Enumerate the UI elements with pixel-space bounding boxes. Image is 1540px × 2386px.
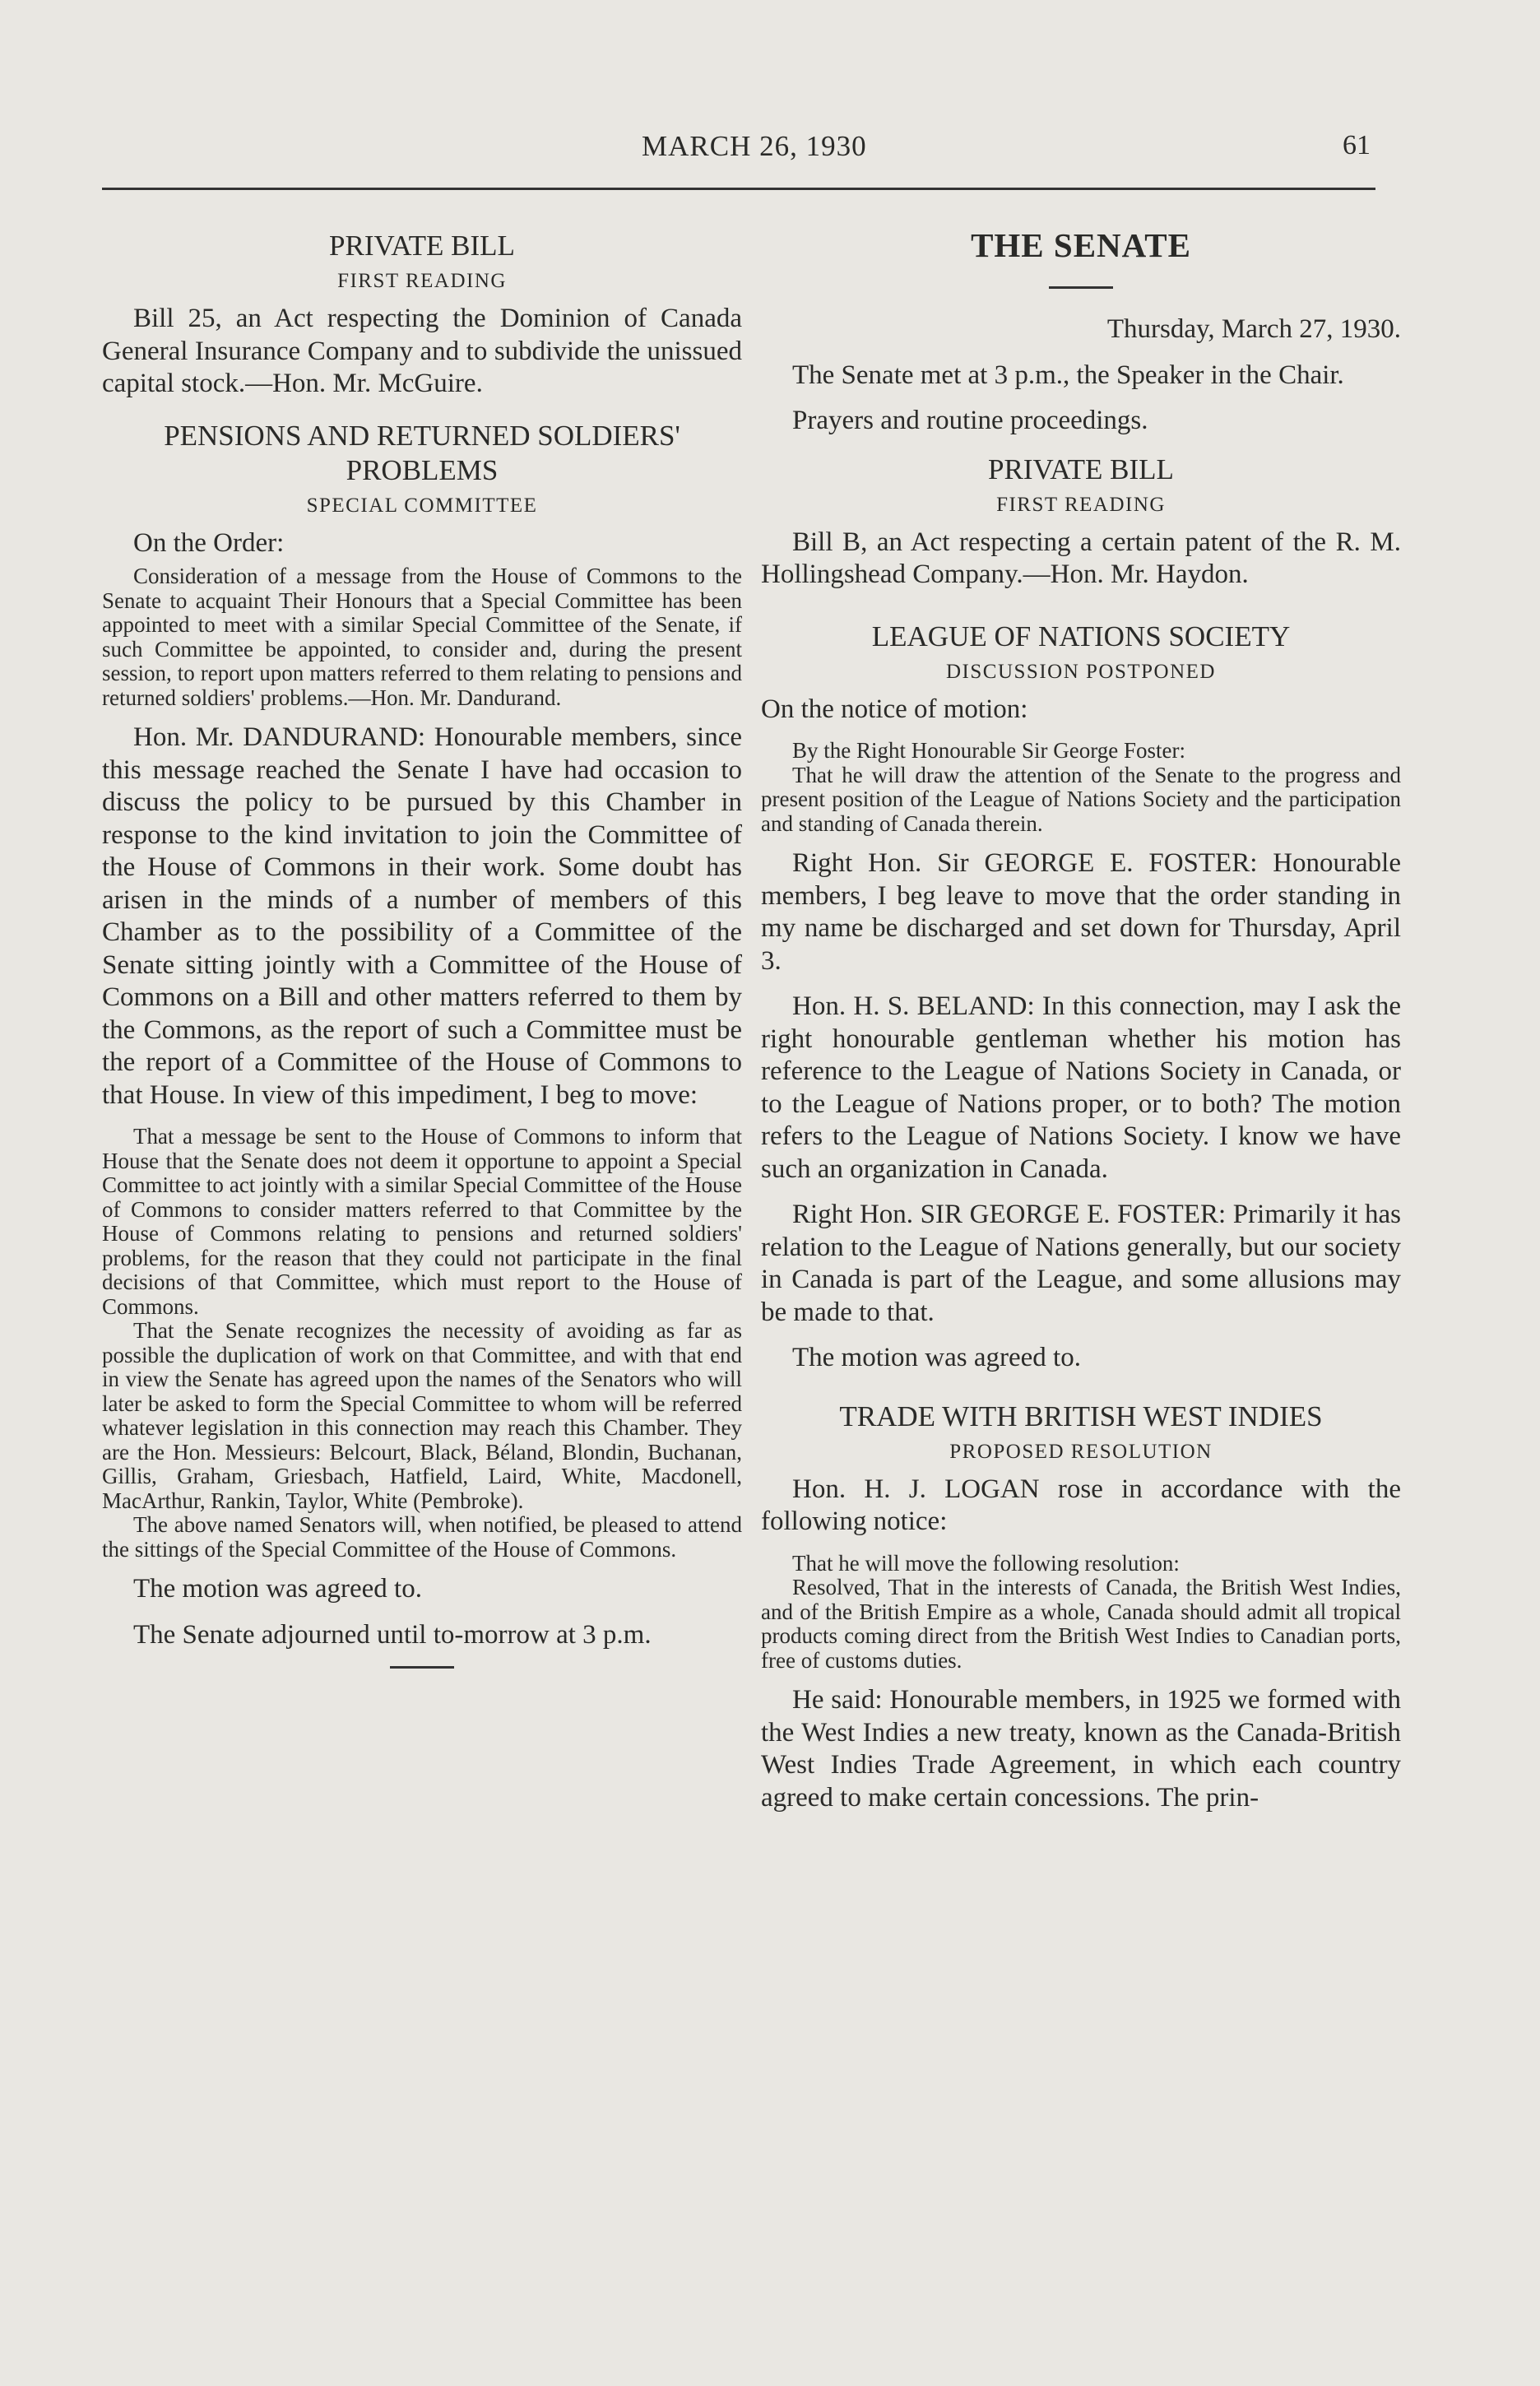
dandurand-speech: Hon. Mr. DANDURAND: Honourable members, since this message reached the Senate I have had occasion to discuss the policy to be pursued by this Chamber in response to the kind invitation to join the Committee of the House of Commons in their work. Some doubt has arisen in the minds of a number of members of this Chamber as to the possibility of a Committee of the Senate sitting jointly with a Committee of the House of Commons on a Bill and other matters referred to them by the Commons, as the report of such a Committee must be the report of a Committee of the House of Commons to that House. In view of this impediment, I beg to move:: [102, 722, 742, 1110]
left-column: [102, 220, 742, 1693]
logan-notice: That he will move the following resolution:: [792, 1550, 1180, 1576]
page-number: 61: [1343, 130, 1371, 160]
motion-agreed: The motion was agreed to.: [133, 1574, 422, 1604]
bill-25-paragraph: Bill 25, an Act respecting the Dominion of Canada General Insurance Company and to subdivide the unissued capital stock.—Hon. Mr. McGuire.: [102, 304, 742, 398]
section-subtitle-discussion-postponed: DISCUSSION POSTPONED: [946, 660, 1216, 683]
header-rule: [102, 188, 1375, 190]
motion-paragraph-2: That the Senate recognizes the necessity of avoiding as far as possible the duplication of work on that Committee, and with that end in view the Senate has agreed upon the names of the Senators who will later be asked to form the Special Committee to whom will be referred whatever legislation in this connection may reach this Chamber. They are the Hon. Messieurs: Belcourt, Black, Béland, Blondin, Buchanan, Gillis, Graham, Griesbach, Hatfield, Laird, White, Macdonell, MacArthur, Rankin, Taylor, White (Pembroke).: [102, 1318, 742, 1513]
bill-b-paragraph: Bill B, an Act respecting a certain patent of the R. M. Hollingshead Company.—Hon. Mr. Haydon.: [761, 527, 1401, 589]
beland-speech: Hon. H. S. BELAND: In this connection, may I ask the right honourable gentleman whether his motion has reference to the League of Nations Society in Canada, or to the League of Nations proper, or to both? The motion refers to the League of Nations Society. I know we have such an organization in Canada.: [761, 991, 1401, 1184]
section-title-trade: TRADE WITH BRITISH WEST INDIES: [839, 1400, 1323, 1432]
sitting-date: Thursday, March 27, 1930.: [1106, 314, 1401, 344]
motion-agreed-2: The motion was agreed to.: [792, 1343, 1081, 1372]
on-the-order: On the Order:: [133, 527, 285, 558]
running-head: MARCH 26, 1930: [642, 130, 867, 162]
senate-met: The Senate met at 3 p.m., the Speaker in the Chair.: [792, 360, 1344, 390]
foster-notice-text: That he will draw the attention of the Senate to the progress and present position of the League of Nations Society and the participation and standing of Canada therein.: [761, 762, 1401, 836]
resolution-text: Resolved, That in the interests of Canada, the British West Indies, and of the British Empire as a whole, Canada should admit all tropical products coming direct from the British West Indies to Canadian ports, free of customs duties.: [761, 1575, 1401, 1673]
logan-speech: He said: Honourable members, in 1925 we formed with the West Indies a new treaty, known as the Canada-British West Indies Trade Agreement, in which each country agreed to make certain concessions. The prin-: [761, 1685, 1401, 1813]
motion-paragraph-3: The above named Senators will, when notified, be pleased to attend the sittings of the Special Committee of the House of Commons.: [102, 1512, 742, 1562]
message-consideration: Consideration of a message from the House of Commons to the Senate to acquaint Their Honours that a Special Committee has been appointed to meet with a similar Special Committee of the Senate, if such Committee be appointed, to consider and, during the present session, to report upon matters referred to them relating to pensions and returned soldiers' problems.—Hon. Mr. Dandurand.: [102, 564, 742, 710]
right-column: [761, 220, 1401, 1827]
logan-rose: Hon. H. J. LOGAN rose in accordance with the following notice:: [761, 1474, 1401, 1536]
closing-rule: [390, 1666, 454, 1669]
section-subtitle-special-committee: SPECIAL COMMITTEE: [306, 494, 538, 517]
the-senate-heading: THE SENATE: [971, 226, 1191, 264]
section-subtitle-first-reading-2: FIRST READING: [996, 493, 1166, 516]
motion-paragraph-1: That a message be sent to the House of Commons to inform that House that the Senate does not deem it opportune to appoint a Special Committee to act jointly with a similar Special Committee of the House of Commons to consider matters referred to that Committee by the House of Commons relating to pensions and returned soldiers' problems, for the reason that they could not participate in the final decisions of that Committee, which must report to the House of Commons.: [102, 1124, 742, 1319]
section-title-private-bill: PRIVATE BILL: [329, 230, 515, 262]
section-title-private-bill-2: PRIVATE BILL: [988, 453, 1174, 485]
section-title-league: LEAGUE OF NATIONS SOCIETY: [871, 620, 1291, 652]
by-foster: By the Right Honourable Sir George Foster:: [792, 738, 1185, 763]
foster-speech-1: Right Hon. Sir GEORGE E. FOSTER: Honourable members, I beg leave to move that the order standing in my name be discharged and set down for Thursday, April 3.: [761, 848, 1401, 976]
foster-speech-2: Right Hon. SIR GEORGE E. FOSTER: Primarily it has relation to the League of Nations generally, but our society in Canada is part of the League, and some allusions may be made to that.: [761, 1200, 1401, 1327]
notice-of-motion: On the notice of motion:: [761, 694, 1028, 724]
page-header: [0, 130, 1540, 179]
prayers: Prayers and routine proceedings.: [792, 406, 1148, 435]
section-subtitle-proposed-resolution: PROPOSED RESOLUTION: [949, 1440, 1213, 1463]
senate-rule: [1049, 286, 1113, 289]
senate-adjourned: The Senate adjourned until to-morrow at 3 p.m.: [133, 1619, 652, 1650]
section-title-pensions: PENSIONS AND RETURNED SOLDIERS' PROBLEMS: [164, 419, 680, 486]
section-subtitle-first-reading: FIRST READING: [337, 270, 507, 292]
